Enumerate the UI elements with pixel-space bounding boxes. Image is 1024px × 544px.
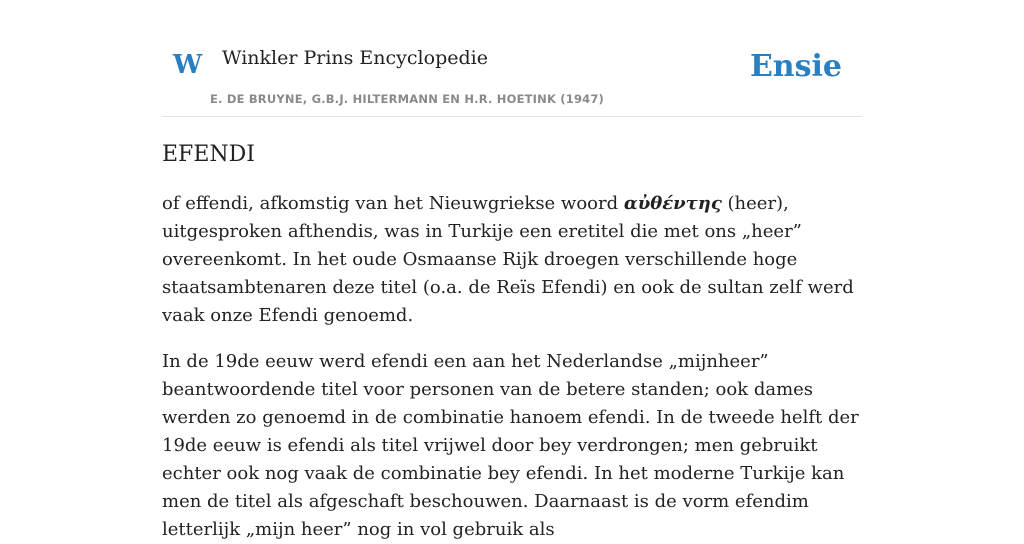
byline: E. DE BRUYNE, G.B.J. HILTERMANN EN H.R. HOETINK (1947): [210, 92, 605, 106]
article-body: [162, 140, 862, 544]
ensie-brand-logo[interactable]: Ensie: [749, 49, 842, 84]
headword: EFENDI: [162, 142, 255, 167]
article-paragraph-2: In de 19de eeuw werd efendi een aan het Nederlandse „mijnheer” beantwoordende titel voor personen van de betere standen; ook dames werden zo genoemd in de combinatie hanoem efendi. In de tweede helft der 19de eeuw is efendi als titel vrijwel door bey verdrongen; men gebruikt echter ook nog vaak de combinatie bey efendi. In het moderne Turkije kan men de titel als afgeschaft beschouwen. Daarnaast is de vorm efendim letterlijk „mijn heer” nog in vol gebruik als: [162, 351, 859, 540]
site-title[interactable]: Winkler Prins Encyclopedie: [222, 47, 488, 69]
winkler-prins-logo[interactable]: W: [173, 50, 203, 80]
greek-word: αὐθέντης: [623, 193, 722, 214]
paragraph-1-text-b: (heer), uitgesproken afthendis, was in Turkije een eretitel die met ons „heer” overeenkomt. In het oude Osmaanse Rijk droegen verschillende hoge staatsambtenaren deze titel (o.a. de Reïs Efendi) en ook de sultan zelf werd vaak onze Efendi genoemd.: [162, 193, 854, 326]
article-paragraph-1: [162, 190, 862, 330]
paragraph-1-text-a: of effendi, afkomstig van het Nieuwgriekse woord: [162, 193, 624, 214]
site-header: [162, 40, 862, 117]
